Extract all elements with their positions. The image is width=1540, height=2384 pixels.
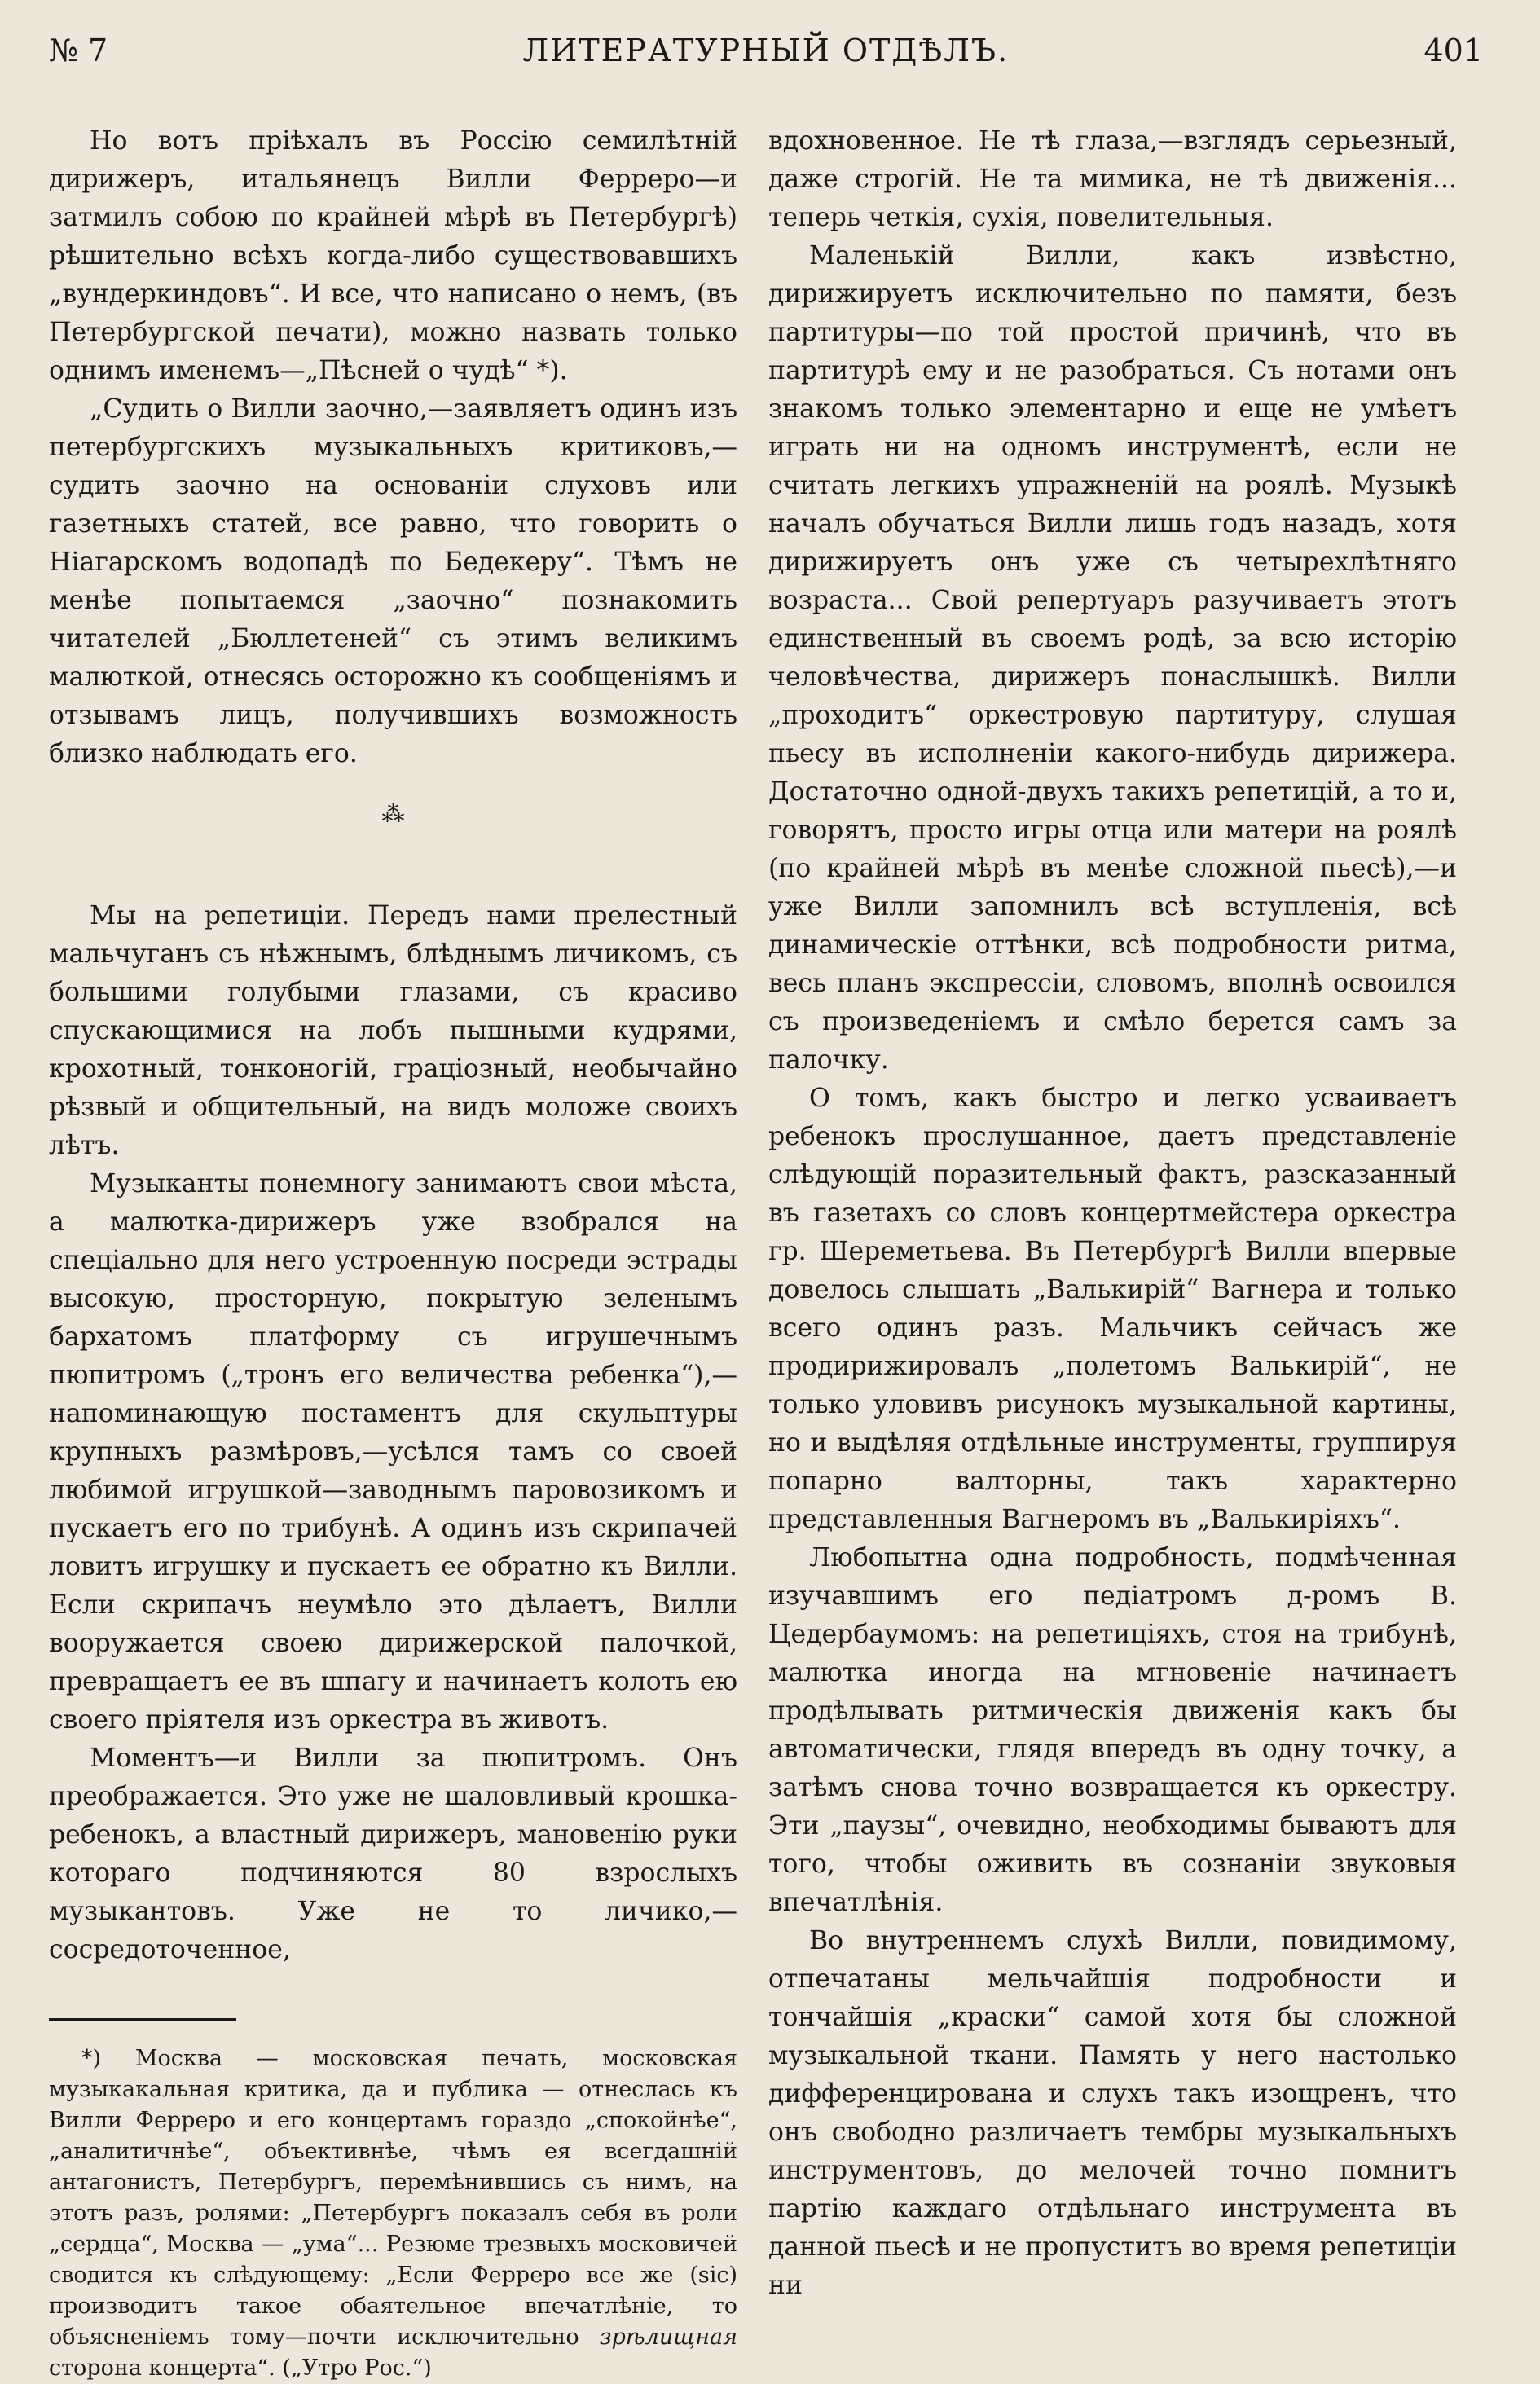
paragraph-continuation: вдохновенное. Не тѣ глаза,—взглядъ серьезный, даже строгій. Не та мимика, не тѣ движенія... теперь четкія, сухія, повелительныя. bbox=[768, 126, 1457, 232]
paragraph: Во внутреннемъ слухѣ Вилли, повидимому, отпечатаны мельчайшія подробности и тончайшія „краски“ самой хотя бы сложной музыкальной ткани. Память у него настолько дифференцирована и слухъ такъ изощренъ, что онъ свободно различаетъ тембры музыкальныхъ инструментовъ, до мелочей точно помнитъ партію каждаго отдѣльнаго инструмента въ данной пьесѣ и не пропуститъ во время репетиціи ни bbox=[768, 1926, 1457, 2300]
running-head bbox=[49, 33, 1483, 90]
paragraph: Музыканты понемногу занимаютъ свои мѣста, а малютка-дирижеръ уже взобрался на спеціально для него устроенную посреди эстрады высокую, просторную, покрытую зеленымъ бархатомъ платформу съ игрушечнымъ пюпитромъ („тронъ его величества ребенка“),—напоминающую постаментъ для скульптуры крупныхъ размѣровъ,—усѣлся тамъ со своей любимой игрушкой—заводнымъ паровозикомъ и пускаетъ его по трибунѣ. А одинъ изъ скрипачей ловитъ игрушку и пускаетъ ее обратно къ Вилли. Если скрипачъ неумѣло это дѣлаетъ, Вилли вооружается своею дирижерской палочкой, превращаетъ ее въ шпагу и начинаетъ колоть ею своего пріятеля изъ оркестра въ животъ. bbox=[49, 1169, 737, 1735]
footnote-text-end: сторона концерта“. („Утро Рос.“) bbox=[49, 2355, 432, 2381]
left-column bbox=[49, 122, 737, 2384]
footnote-emphasis: зрѣлищная bbox=[599, 2325, 737, 2350]
right-column bbox=[768, 122, 1457, 2384]
asterism-divider: ⁂ bbox=[381, 800, 405, 827]
paragraph: Но вотъ пріѣхалъ въ Россію семилѣтній дирижеръ, итальянецъ Вилли Ферреро—и затмилъ собою по крайней мѣрѣ въ Петербургѣ) рѣшительно всѣхъ когда-либо существовавшихъ „вундеркиндовъ“. И все, что написано о немъ, (въ Петербургской печати), можно назвать только однимъ именемъ—„Пѣсней о чудѣ“ *). bbox=[49, 126, 737, 385]
page-number: 401 bbox=[1423, 33, 1483, 68]
text-columns bbox=[49, 122, 1483, 2384]
paragraph: Любопытна одна подробность, подмѣченная изучавшимъ его педіатромъ д-ромъ В. Цедербаумомъ: на репетиціяхъ, стоя на трибунѣ, малютка иногда на мгновеніе начинаетъ продѣлывать ритмическія движенія какъ бы автоматически, глядя впередъ въ одну точку, а затѣмъ снова точно возвращается къ оркестру. Эти „паузы“, очевидно, необходимы бываютъ для того, чтобы оживить въ сознаніи звуковыя впечатлѣнія. bbox=[768, 1543, 1457, 1917]
footnote-rule bbox=[49, 2018, 236, 2021]
issue-number: № 7 bbox=[49, 33, 108, 68]
paragraph: Маленькій Вилли, какъ извѣстно, дирижируетъ исключительно по памяти, безъ партитуры—по той простой причинѣ, что въ партитурѣ ему и не разобраться. Съ нотами онъ знакомъ только элементарно и еще не умѣетъ играть ни на одномъ инструментѣ, если не считать легкихъ упражненій на роялѣ. Музыкѣ началъ обучаться Вилли лишь годъ назадъ, хотя дирижируетъ онъ уже съ четырехлѣтняго возраста... Свой репертуаръ разучиваетъ этотъ единственный въ своемъ родѣ, за всю исторію человѣчества, дирижеръ понаслышкѣ. Вилли „проходитъ“ оркестровую партитуру, слушая пьесу въ исполненіи какого-нибудь дирижера. Достаточно одной-двухъ такихъ репетицій, а то и, говорятъ, просто игры отца или матери на роялѣ (по крайней мѣрѣ въ менѣе сложной пьесѣ),—и уже Вилли запомнилъ всѣ вступленія, всѣ динамическіе оттѣнки, всѣ подробности ритма, весь планъ экспрессіи, словомъ, вполнѣ освоился съ произведеніемъ и смѣло берется самъ за палочку. bbox=[768, 241, 1457, 1075]
paragraph: „Судить о Вилли заочно,—заявляетъ одинъ изъ петербургскихъ музыкальныхъ критиковъ,—судить заочно на основаніи слуховъ или газетныхъ статей, все равно, что говорить о Ніагарскомъ водопадѣ по Бедекеру“. Тѣмъ не менѣе попытаемся „заочно“ познакомить читателей „Бюллетеней“ съ этимъ великимъ малюткой, отнесясь осторожно къ сообщеніямъ и отзывамъ лицъ, получившихъ возможность близко наблюдать его. bbox=[49, 394, 737, 768]
section-title: ЛИТЕРАТУРНЫЙ ОТДѢЛЪ. bbox=[522, 33, 1010, 68]
paragraph: Моментъ—и Вилли за пюпитромъ. Онъ преображается. Это уже не шаловливый крошка-ребенокъ, а властный дирижеръ, мановенію руки котораго подчиняются 80 взрослыхъ музыкантовъ. Уже не то личико,—сосредоточенное, bbox=[49, 1744, 737, 1964]
paragraph: Мы на репетиціи. Передъ нами прелестный мальчуганъ съ нѣжнымъ, блѣднымъ личикомъ, съ большими голубыми глазами, съ красиво спускающимися на лобъ пышными кудрями, крохотный, тонконогій, граціозный, необычайно рѣзвый и общительный, на видъ моложе своихъ лѣтъ. bbox=[49, 901, 737, 1160]
footnote bbox=[49, 2043, 737, 2384]
paragraph: О томъ, какъ быстро и легко усваиваетъ ребенокъ прослушанное, даетъ представленіе слѣдующій поразительный фактъ, разсказанный въ газетахъ со словъ концертмейстера оркестра гр. Шереметьева. Въ Петербургѣ Вилли впервые довелось слышать „Валькирій“ Вагнера и только всего одинъ разъ. Мальчикъ сейчасъ же продирижировалъ „полетомъ Валькирій“, не только уловивъ рисунокъ музыкальной картины, но и выдѣляя отдѣльные инструменты, группируя попарно валторны, такъ характерно представленныя Вагнеромъ въ „Валькиріяхъ“. bbox=[768, 1084, 1457, 1534]
footnote-text: *) Москва — московская печать, московская музыкакальная критика, да и публика — отнеслась къ Вилли Ферреро и его концертамъ гораздо „спокойнѣе“, „аналитичнѣе“, объективнѣе, чѣмъ ея всегдашній антагонистъ, Петербургъ, перемѣнившись съ нимъ, на этотъ разъ, ролями: „Петербургъ показалъ себя въ роли „сердца“, Москва — „ума“... Резюме трезвыхъ московичей сводится къ слѣдующему: „Если Ферреро все же (sic) производитъ такое обаятельное впечатлѣніе, то объясненіемъ тому—почти исключительно bbox=[49, 2046, 737, 2350]
